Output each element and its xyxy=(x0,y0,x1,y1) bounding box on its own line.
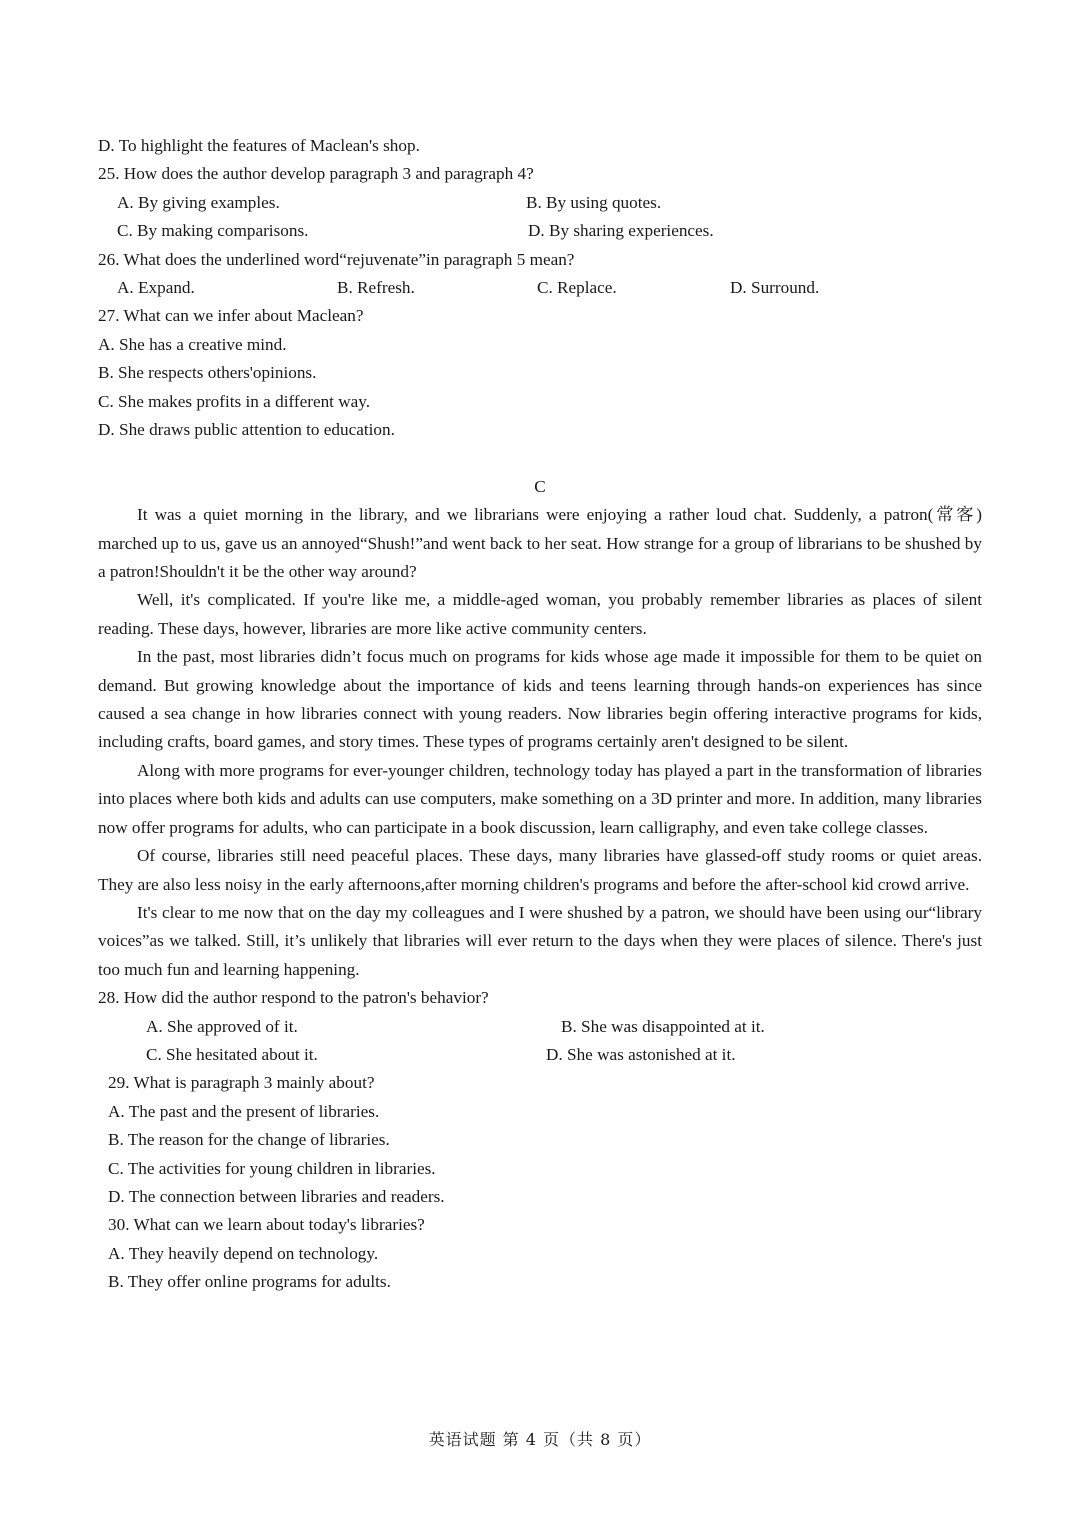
q26-option-b: B. Refresh. xyxy=(337,278,415,297)
passage-paragraph-5: Of course, libraries still need peaceful places. These days, many libraries have glassed-off study rooms or quiet areas. They are also less noisy in the early afternoons,after morning children's programs and before the after-school kid crowd arrive. xyxy=(98,846,982,894)
q25-option-b: B. By using quotes. xyxy=(526,192,662,212)
q26-options-row xyxy=(98,274,982,302)
q28-option-b: B. She was disappointed at it. xyxy=(561,1016,765,1036)
passage-paragraph-1: It was a quiet morning in the library, and we librarians were enjoying a rather loud chat. Suddenly, a patron(常客) marched up to us, gave us an annoyed“Shush!”and went back to her seat. How strange for a group of librarians to be shushed by a patron!Shouldn't it be the other way around? xyxy=(98,505,982,582)
q26-stem: 26. What does the underlined word“rejuvenate”in paragraph 5 mean? xyxy=(98,249,575,269)
q24-option-d: D. To highlight the features of Maclean's shop. xyxy=(98,136,420,155)
q28-option-a: A. She approved of it. xyxy=(146,1016,298,1036)
exam-page xyxy=(98,132,982,1297)
q25-options-row-2 xyxy=(98,217,982,245)
q29-option-c: C. The activities for young children in libraries. xyxy=(108,1158,436,1178)
section-heading: C xyxy=(534,476,546,496)
q29-option-a: A. The past and the present of libraries. xyxy=(108,1101,380,1121)
q28-options-row-2 xyxy=(98,1041,982,1069)
passage-paragraph-2: Well, it's complicated. If you're like me, a middle-aged woman, you probably remember libraries as places of silent reading. These days, however, libraries are more like active community centers. xyxy=(98,590,982,638)
passage-paragraph-4: Along with more programs for ever-younger children, technology today has played a part in the transformation of libraries into places where both kids and adults can use computers, make something on a 3D printer and more. In addition, many libraries now offer programs for adults, who can participate in a book discussion, learn calligraphy, and even take college classes. xyxy=(98,760,982,837)
q27-option-a: A. She has a creative mind. xyxy=(98,334,287,354)
q26-option-a: A. Expand. xyxy=(117,278,195,297)
q30-option-a: A. They heavily depend on technology. xyxy=(108,1243,379,1263)
page-footer: 英语试题 第 4 页（共 8 页） xyxy=(428,1430,652,1449)
q27-option-b: B. She respects others'opinions. xyxy=(98,363,317,383)
spacer xyxy=(98,444,982,472)
q27-option-c: C. She makes profits in a different way. xyxy=(98,391,371,411)
q25-options-row-1 xyxy=(98,189,982,217)
q29-option-d: D. The connection between libraries and readers. xyxy=(108,1186,445,1206)
q29-stem: 29. What is paragraph 3 mainly about? xyxy=(108,1073,375,1093)
q29-option-b: B. The reason for the change of libraries. xyxy=(108,1130,390,1150)
q28-options-row-1 xyxy=(98,1013,982,1041)
q25-stem: 25. How does the author develop paragraph 3 and paragraph 4? xyxy=(98,164,534,184)
q25-option-a: A. By giving examples. xyxy=(117,192,280,212)
q28-option-d: D. She was astonished at it. xyxy=(546,1044,736,1064)
q25-option-d: D. By sharing experiences. xyxy=(528,221,714,241)
q27-option-d: D. She draws public attention to education. xyxy=(98,420,395,440)
passage-paragraph-6: It's clear to me now that on the day my colleagues and I were shushed by a patron, we should have been using our“library voices”as we talked. Still, it’s unlikely that libraries will ever return to the days when they were places of silence. There's just too much fun and learning happening. xyxy=(98,902,982,979)
passage-paragraph-3: In the past, most libraries didn’t focus much on programs for kids whose age made it impossible for them to be quiet on demand. But growing knowledge about the importance of kids and teens learning through hands-on experiences has since caused a sea change in how libraries connect with young readers. Now libraries begin offering interactive programs for kids, including crafts, board games, and story times. These types of programs certainly aren't designed to be silent. xyxy=(98,647,982,752)
q28-option-c: C. She hesitated about it. xyxy=(146,1044,318,1064)
q28-stem: 28. How did the author respond to the patron's behavior? xyxy=(98,988,489,1008)
q26-option-c: C. Replace. xyxy=(537,278,617,297)
q26-option-d: D. Surround. xyxy=(730,278,820,297)
q27-stem: 27. What can we infer about Maclean? xyxy=(98,306,364,326)
q25-option-c: C. By making comparisons. xyxy=(117,221,309,241)
q30-stem: 30. What can we learn about today's libraries? xyxy=(108,1215,425,1235)
q30-option-b: B. They offer online programs for adults. xyxy=(108,1272,391,1292)
